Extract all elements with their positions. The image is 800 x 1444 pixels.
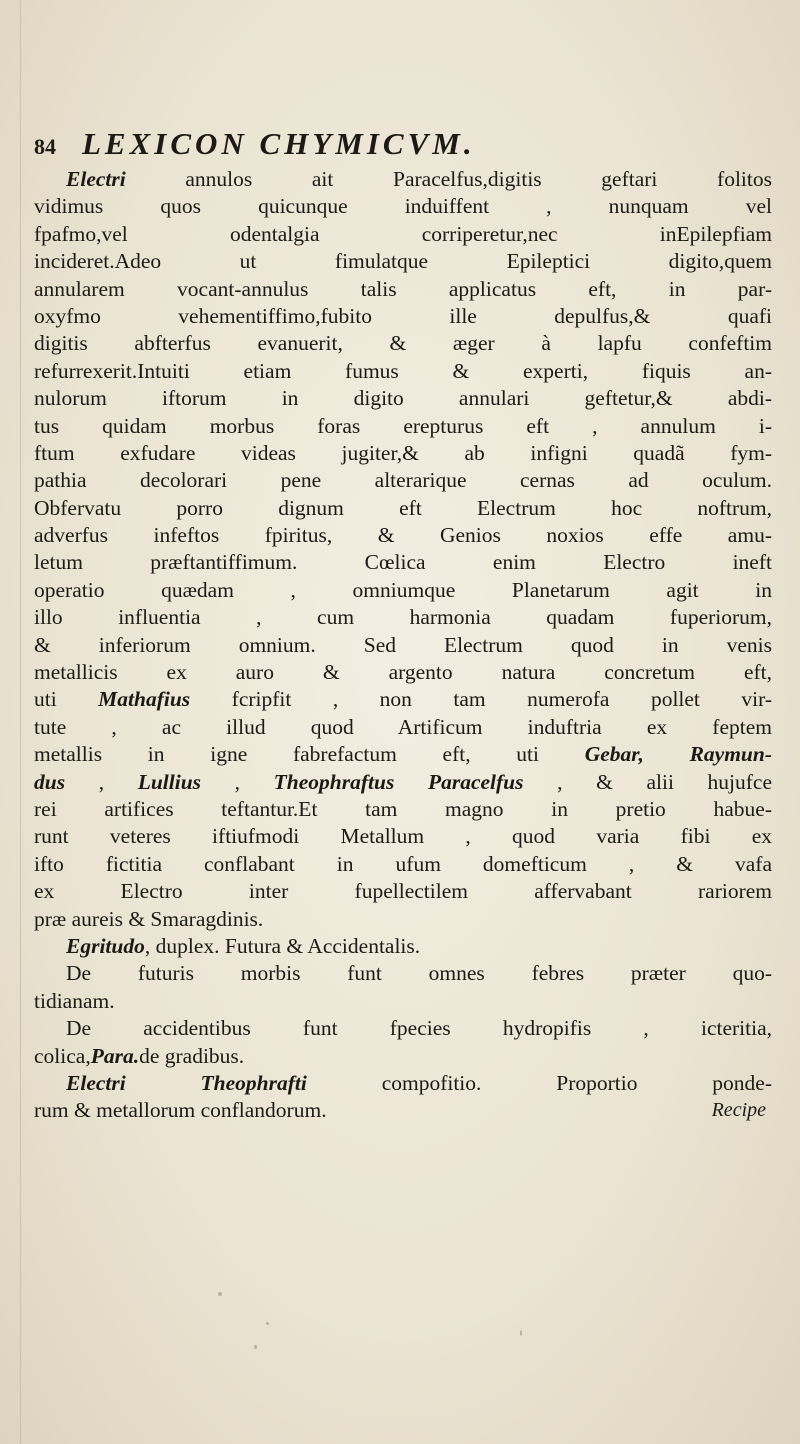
text-run: nulorum iftorum in digito annulari geftetur,& abdi-	[34, 386, 772, 411]
text-run: letum præftantiffimum. Cœlica enim Electro ineft	[34, 550, 772, 575]
paper-speck	[520, 1330, 522, 1336]
text-line	[34, 1015, 772, 1042]
text-run: oxyfmo vehementiffimo,fubito ille depulfus,& quafi	[34, 303, 772, 328]
paper-speck	[218, 1292, 222, 1296]
text-run: ex Electro inter fupellectilem affervabant rariorem	[34, 879, 772, 904]
text-line	[34, 358, 772, 385]
italic-term: Gebar, Raymun-	[584, 742, 772, 767]
text-run: De futuris morbis funt omnes febres præter quo-	[66, 961, 772, 986]
text-line	[34, 276, 772, 303]
text-run: De accidentibus funt fpecies hydropifis , icteritia,	[66, 1016, 772, 1041]
text-run: pathia decolorari pene alterarique cernas ad oculum.	[34, 468, 772, 493]
text-run: operatio quædam , omniumque Planetarum agit in	[34, 577, 772, 602]
italic-term: Para.	[90, 1043, 140, 1068]
text-line	[34, 467, 772, 494]
text-line	[34, 495, 772, 522]
text-run: compofitio. Proportio ponde-	[306, 1070, 772, 1095]
text-line	[34, 933, 772, 960]
text-run: uti	[34, 687, 99, 712]
text-line	[34, 1043, 772, 1070]
text-line	[34, 166, 772, 193]
text-run: Obfervatu porro dignum eft Electrum hoc noftrum,	[34, 495, 772, 520]
text-line	[34, 221, 772, 248]
text-run: ifto fictitia conflabant in ufum domefticum , & vafa	[34, 851, 772, 876]
text-run: refurrexerit.Intuiti etiam fumus & experti, fiquis an-	[34, 358, 772, 383]
text-run: incideret.Adeo ut fimulatque Epileptici digito,quem	[34, 249, 772, 274]
text-line	[34, 988, 772, 1015]
text-line	[34, 303, 772, 330]
text-line	[34, 823, 772, 850]
text-line	[34, 741, 772, 768]
text-run: tute , ac illud quod Artificum induftria ex feptem	[34, 714, 772, 739]
text-run: , duplex. Futura & Accidentalis.	[144, 933, 421, 958]
text-line	[34, 440, 772, 467]
italic-term: Theophraftus Paracelfus	[273, 769, 524, 794]
text-run: , & alii hujufce	[523, 769, 772, 794]
text-run: metallicis ex auro & argento natura concretum eft,	[34, 660, 772, 685]
italic-term: Lullius	[137, 769, 202, 794]
page-header	[34, 126, 774, 166]
text-line	[34, 714, 772, 741]
paper-speck	[254, 1345, 257, 1349]
text-line	[34, 193, 772, 220]
text-line	[34, 522, 772, 549]
catchword: Recipe	[711, 1099, 766, 1122]
text-run: & inferiorum omnium. Sed Electrum quod in venis	[34, 632, 772, 657]
running-title: LEXICON CHYMICVM.	[82, 126, 476, 161]
text-line	[34, 1097, 712, 1124]
text-line	[34, 413, 772, 440]
text-line	[34, 878, 772, 905]
text-line	[34, 577, 772, 604]
italic-term: Mathafius	[98, 687, 191, 712]
text-run: runt veteres iftiufmodi Metallum , quod varia fibi ex	[34, 824, 772, 849]
final-line-row	[34, 1097, 772, 1124]
italic-term: dus	[34, 769, 66, 794]
text-line	[34, 796, 772, 823]
text-run: rei artifices teftantur.Et tam magno in pretio habue-	[34, 796, 772, 821]
text-line	[34, 1070, 772, 1097]
text-line	[34, 769, 772, 796]
text-run: tidianam.	[34, 988, 115, 1013]
text-line	[34, 248, 772, 275]
text-line	[34, 549, 772, 576]
page-number: 84	[34, 134, 56, 159]
text-run: ,	[201, 769, 274, 794]
text-run: fpafmo,vel odentalgia corriperetur,nec inEpilepfiam	[34, 221, 772, 246]
text-run: annularem vocant-annulus talis applicatus eft, in par-	[34, 276, 772, 301]
text-line	[34, 659, 772, 686]
text-run: adverfus infeftos fpiritus, & Genios noxios effe amu-	[34, 523, 772, 548]
text-run: ,	[65, 769, 138, 794]
text-run: rum & metallorum conflandorum.	[34, 1098, 327, 1123]
text-line	[34, 686, 772, 713]
text-run: vidimus quos quicunque induiffent , nunquam vel	[34, 194, 772, 219]
italic-term: Electri	[66, 167, 126, 191]
italic-term: Electri Theophrafti	[66, 1070, 307, 1095]
body-text	[34, 166, 772, 1125]
text-line	[34, 330, 772, 357]
text-run: ftum exfudare videas jugiter,& ab infigni quadã fym-	[34, 440, 772, 465]
text-line	[34, 385, 772, 412]
text-line	[34, 906, 772, 933]
page-crease	[20, 0, 21, 1444]
text-run: præ aureis & Smaragdinis.	[34, 906, 264, 931]
text-run: tus quidam morbus foras erepturus eft , annulum i-	[34, 413, 772, 438]
text-run: annulos ait Paracelfus,digitis geftari folitos	[125, 167, 772, 191]
text-run: digitis abfterfus evanuerit, & æger à lapfu confeftim	[34, 331, 772, 356]
text-run: metallis in igne fabrefactum eft, uti	[34, 742, 585, 767]
text-line	[34, 632, 772, 659]
italic-term: Egritudo	[66, 933, 145, 958]
text-run: illo influentia , cum harmonia quadam fuperiorum,	[34, 605, 772, 630]
paper-speck	[266, 1322, 269, 1325]
text-line	[34, 604, 772, 631]
text-run: de gradibus.	[139, 1043, 245, 1068]
text-line	[34, 960, 772, 987]
text-run: fcripfit , non tam numerofa pollet vir-	[190, 687, 772, 712]
text-run: colica,	[34, 1043, 91, 1068]
text-line	[34, 851, 772, 878]
